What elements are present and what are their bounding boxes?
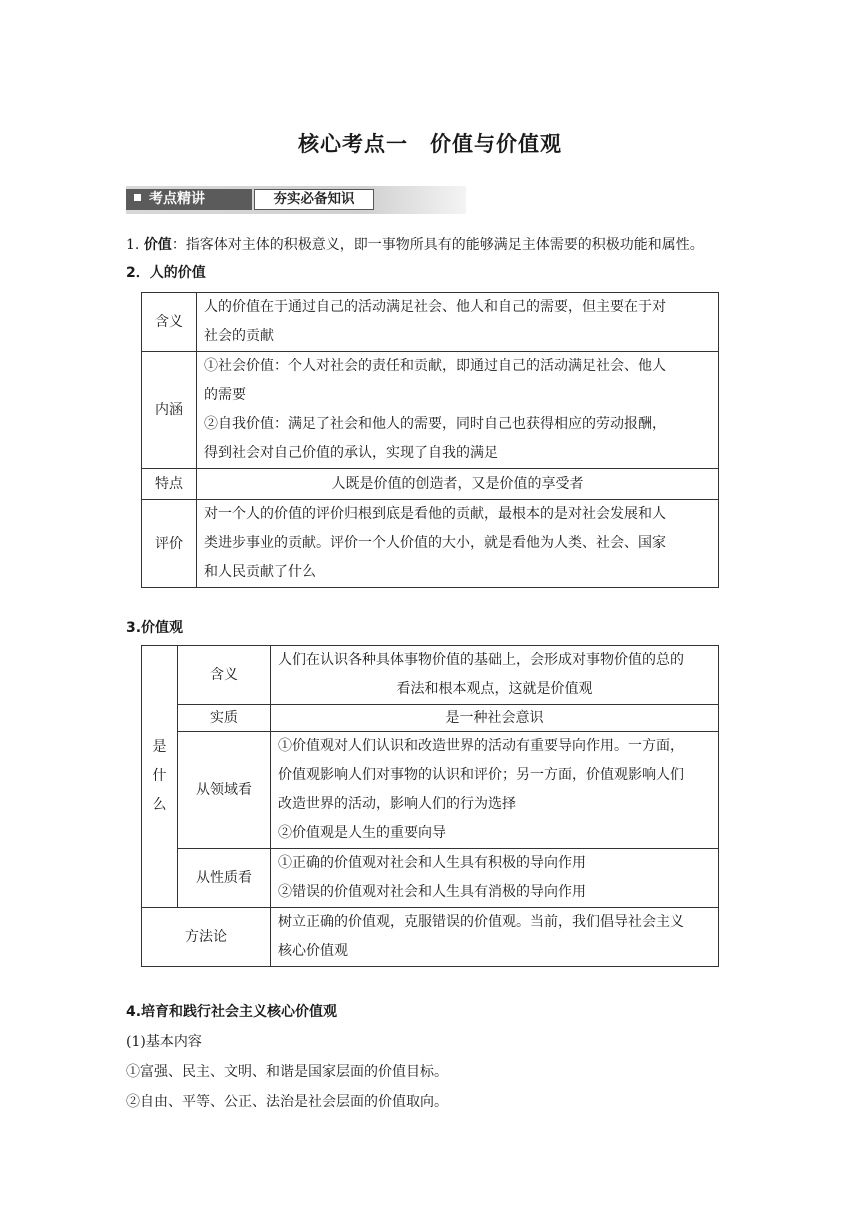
section-heading-values: 3.价值观: [126, 620, 184, 636]
row-label: 特点: [142, 469, 197, 500]
row-content: ①价值观对人们认识和改造世界的活动有重要导向作用。一方面， 价值观影响人们对事物的认识和评价；另一方面，价值观影响人们 改造世界的活动，影响人们的行为选择 ②价值观是人生的重要向导: [271, 732, 719, 849]
subheading: (1)基本内容: [126, 1034, 202, 1050]
row-label: 从性质看: [178, 849, 271, 908]
row-label: 实质: [178, 705, 271, 732]
row-label: 方法论: [142, 908, 271, 967]
row-label: 从领域看: [178, 732, 271, 849]
value-definition: [126, 235, 704, 255]
row-content: 对一个人的价值的评价归根到底是看他的贡献，最根本的是对社会发展和人 类进步事业的贡献。评价一个人价值的大小，就是看他为人类、社会、国家 和人民贡献了什么: [197, 500, 719, 588]
banner-tag: [126, 189, 252, 210]
row-label: 评价: [142, 500, 197, 588]
group-label: 是 什 么: [142, 646, 178, 908]
row-content: 人既是价值的创造者，又是价值的享受者: [197, 469, 719, 500]
row-label: 内涵: [142, 352, 197, 469]
row-content: ①正确的价值观对社会和人生具有积极的导向作用 ②错误的价值观对社会和人生具有消极的导向作用: [271, 849, 719, 908]
list-item: ①富强、民主、文明、和谐是国家层面的价值目标。: [126, 1064, 448, 1080]
table-row: [142, 293, 719, 352]
table-row: [142, 646, 719, 705]
row-label: 含义: [178, 646, 271, 705]
section-banner: [126, 186, 466, 214]
term-value: 价值: [143, 237, 172, 253]
row-content: 人的价值在于通过自己的活动满足社会、他人和自己的需要，但主要在于对 社会的贡献: [197, 293, 719, 352]
definition-text: ：指客体对主体的积极意义，即一事物所具有的能够满足主体需要的积极功能和属性。: [171, 237, 704, 253]
table-row: [142, 732, 719, 849]
table-row: [142, 908, 719, 967]
square-bullet-icon: [134, 194, 141, 201]
row-content: 是一种社会意识: [271, 705, 719, 732]
table-row: [142, 352, 719, 469]
section-number: 1.: [126, 237, 144, 253]
table-row: [142, 469, 719, 500]
table-row: [142, 849, 719, 908]
human-value-table: [141, 292, 719, 588]
row-content: ①社会价值：个人对社会的责任和贡献，即通过自己的活动满足社会、他人 的需要 ②自我价值：满足了社会和他人的需要，同时自己也获得相应的劳动报酬， 得到社会对自己价值的承认，实现了自我的满足: [197, 352, 719, 469]
row-label: 含义: [142, 293, 197, 352]
section-heading-human-value: 2．人的价值: [126, 265, 206, 281]
banner-tag-label: 考点精讲: [149, 191, 205, 207]
row-content: 树立正确的价值观，克服错误的价值观。当前，我们倡导社会主义 核心价值观: [271, 908, 719, 967]
list-item: ②自由、平等、公正、法治是社会层面的价值取向。: [126, 1094, 448, 1110]
table-row: [142, 705, 719, 732]
page-title: 核心考点一 价值与价值观: [298, 132, 562, 156]
row-content: 人们在认识各种具体事物价值的基础上，会形成对事物价值的总的 看法和根本观点，这就是价值观: [271, 646, 719, 705]
values-table: [141, 645, 719, 967]
banner-subtitle: 夯实必备知识: [254, 189, 374, 210]
section-heading-core-values: 4.培育和践行社会主义核心价值观: [126, 1004, 338, 1020]
table-row: [142, 500, 719, 588]
